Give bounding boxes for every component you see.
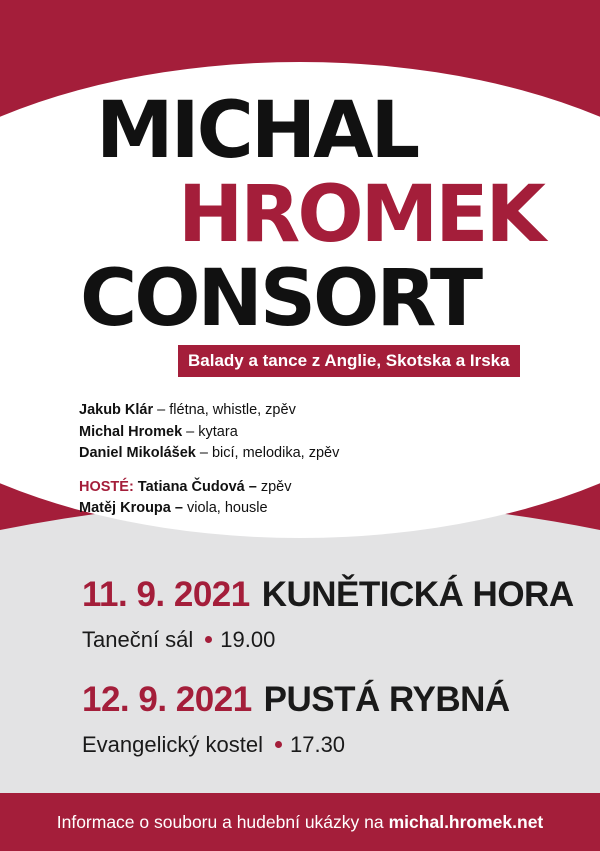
event-date: 11. 9. 2021 <box>82 575 250 614</box>
title-consort: CONSORT <box>80 254 481 344</box>
venue-name: Evangelický kostel <box>82 732 263 757</box>
member-role: – flétna, whistle, zpěv <box>153 402 296 418</box>
guest-role: zpěv <box>256 478 292 495</box>
band-lineup <box>79 400 339 520</box>
member-name: Jakub Klár <box>79 402 154 418</box>
title-hromek: HROMEK <box>178 170 543 260</box>
bullet-dot-icon <box>275 741 282 748</box>
bullet-dot-icon <box>205 636 212 643</box>
event-1-venue <box>82 627 275 653</box>
event-time: 17.30 <box>289 732 346 757</box>
member-row <box>79 443 339 465</box>
member-name: Michal Hromek <box>79 423 183 440</box>
event-time: 19.00 <box>220 627 276 652</box>
guests-label: HOSTÉ: <box>79 478 134 495</box>
member-role: – kytara <box>182 423 238 440</box>
guest-row <box>79 477 339 499</box>
event-place: PUSTÁ RYBNÁ <box>263 680 510 719</box>
guest-row <box>79 498 339 520</box>
event-1-heading <box>82 575 574 615</box>
event-date: 12. 9. 2021 <box>82 680 252 719</box>
subtitle-text: Balady a tance z Anglie, Skotska a Irska <box>188 351 510 370</box>
footer-text: Informace o souboru a hudební ukázky na <box>56 811 384 832</box>
event-2-venue <box>82 732 345 758</box>
guest-name: Matěj Kroupa – <box>79 500 183 516</box>
venue-name: Taneční sál <box>82 627 194 652</box>
member-name: Daniel Mikolášek <box>79 445 196 461</box>
guest-name: Tatiana Čudová – <box>133 478 257 495</box>
subtitle-banner <box>178 345 520 377</box>
footer-info <box>0 793 600 851</box>
member-row <box>79 400 339 422</box>
member-role: – bicí, melodika, zpěv <box>195 445 340 461</box>
member-row <box>79 422 339 444</box>
website-link[interactable]: michal.hromek.net <box>388 811 544 832</box>
event-place: KUNĚTICKÁ HORA <box>261 575 574 614</box>
event-2-heading <box>82 680 510 720</box>
guest-role: viola, housle <box>182 500 268 516</box>
title-michal: MICHAL <box>96 86 418 176</box>
